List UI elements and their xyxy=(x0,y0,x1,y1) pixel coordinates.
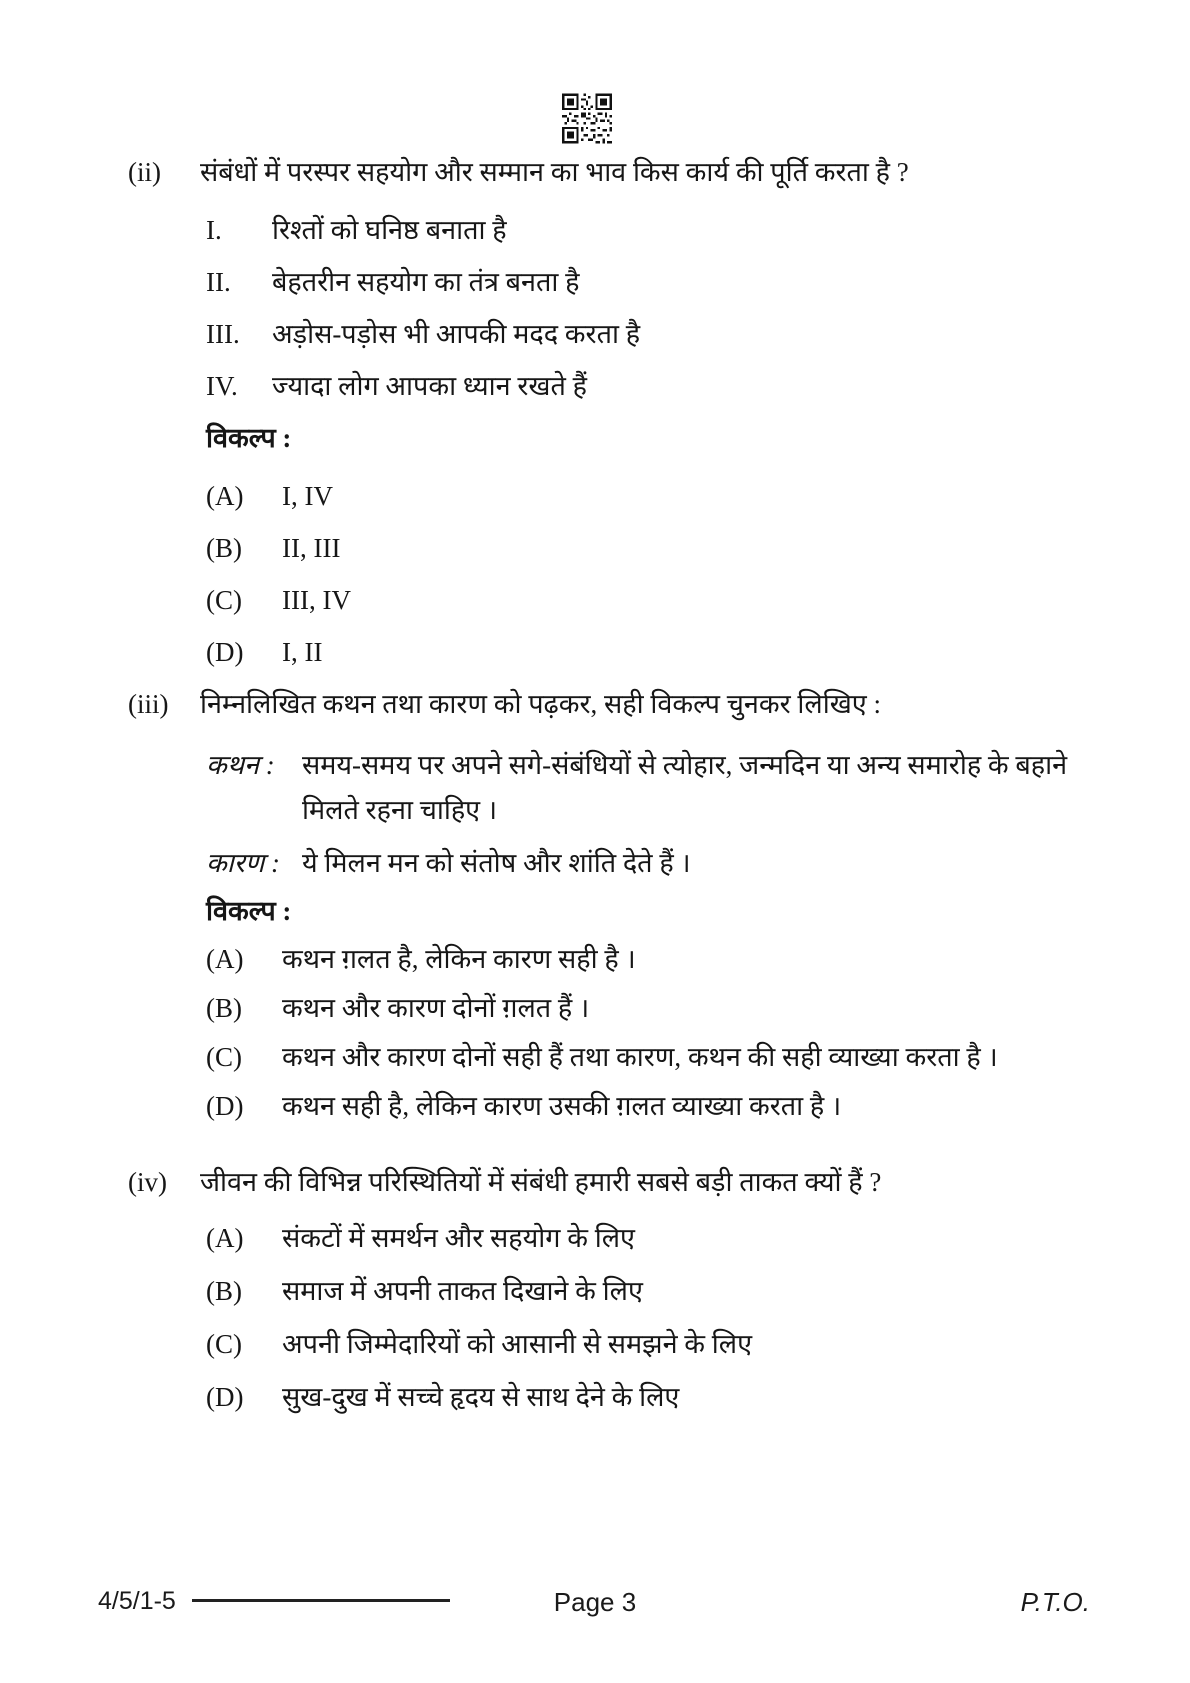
statement-text: ज्यादा लोग आपका ध्यान रखते हैं xyxy=(272,371,587,401)
reason-row xyxy=(0,841,1190,886)
option-row xyxy=(0,1040,1190,1074)
option-text: समाज में अपनी ताकत दिखाने के लिए xyxy=(282,1276,643,1306)
option-letter: (A) xyxy=(206,944,244,974)
statement-text: रिश्तों को घनिष्ठ बनाता है xyxy=(272,215,507,245)
statement-numeral: III. xyxy=(206,319,240,349)
option-text: संकटों में समर्थन और सहयोग के लिए xyxy=(282,1223,635,1253)
option-text: कथन और कारण दोनों ग़लत हैं । xyxy=(282,993,590,1023)
question-ii xyxy=(0,155,1190,669)
statement-text: अड़ोस-पड़ोस भी आपकी मदद करता है xyxy=(272,319,641,349)
option-text: I, II xyxy=(282,637,323,667)
pto-label: P.T.O. xyxy=(1020,1587,1090,1617)
option-letter: (D) xyxy=(206,1091,244,1121)
question-text: जीवन की विभिन्न परिस्थितियों में संबंधी हमारी सबसे बड़ी ताकत क्यों हैं ? xyxy=(200,1167,882,1197)
option-letter: (A) xyxy=(206,1223,244,1253)
reason-label: कारण : xyxy=(206,848,281,878)
reason-text: ये मिलन मन को संतोष और शांति देते हैं । xyxy=(302,848,691,878)
option-letter: (D) xyxy=(206,637,244,667)
option-letter: (B) xyxy=(206,1276,242,1306)
question-iv xyxy=(0,1165,1190,1414)
option-letter: (B) xyxy=(206,533,242,563)
option-text: II, III xyxy=(282,533,341,563)
statement-numeral: I. xyxy=(206,215,222,245)
page-footer xyxy=(0,1585,1190,1625)
question-heading xyxy=(0,1165,1190,1199)
paper-code: 4/5/1-5 xyxy=(98,1587,176,1615)
option-text: सुख-दुख में सच्चे हृदय से साथ देने के लिए xyxy=(282,1382,680,1412)
option-text: अपनी जिम्मेदारियों को आसानी से समझने के लिए xyxy=(282,1329,753,1359)
option-row xyxy=(0,635,1190,669)
option-letter: (C) xyxy=(206,1329,242,1359)
question-heading xyxy=(0,155,1190,189)
options-heading: विकल्प : xyxy=(206,423,292,453)
option-row xyxy=(0,531,1190,565)
option-row xyxy=(0,1274,1190,1308)
statement-row xyxy=(0,265,1190,299)
option-text: कथन सही है, लेकिन कारण उसकी ग़लत व्याख्या करता है । xyxy=(282,1091,842,1121)
statement-numeral: II. xyxy=(206,267,231,297)
option-letter: (B) xyxy=(206,993,242,1023)
question-number: (iii) xyxy=(128,689,169,719)
options-heading: विकल्प : xyxy=(206,896,292,926)
page-number: Page 3 xyxy=(553,1587,637,1617)
assertion-label: कथन : xyxy=(206,750,275,780)
option-row xyxy=(0,479,1190,513)
statement-row xyxy=(0,369,1190,403)
option-text: III, IV xyxy=(282,585,351,615)
question-number: (iv) xyxy=(128,1167,167,1197)
statement-numeral: IV. xyxy=(206,371,238,401)
option-letter: (C) xyxy=(206,585,242,615)
option-row xyxy=(0,1089,1190,1123)
assertion-row xyxy=(0,743,1190,833)
option-row xyxy=(0,583,1190,617)
option-letter: (C) xyxy=(206,1042,242,1072)
option-row xyxy=(0,942,1190,976)
question-text: निम्नलिखित कथन तथा कारण को पढ़कर, सही विकल्प चुनकर लिखिए : xyxy=(200,689,881,719)
statement-row xyxy=(0,213,1190,247)
question-number: (ii) xyxy=(128,157,161,187)
option-letter: (A) xyxy=(206,481,244,511)
assertion-text: समय-समय पर अपने सगे-संबंधियों से त्योहार, जन्मदिन या अन्य समारोह के बहाने मिलते रहना चाहिए । xyxy=(302,750,1068,825)
question-text: संबंधों में परस्पर सहयोग और सम्मान का भाव किस कार्य की पूर्ति करता है ? xyxy=(200,157,909,187)
option-text: कथन और कारण दोनों सही हैं तथा कारण, कथन की सही व्याख्या करता है । xyxy=(282,1042,998,1072)
option-text: I, IV xyxy=(282,481,333,511)
option-row xyxy=(0,1221,1190,1255)
statement-text: बेहतरीन सहयोग का तंत्र बनता है xyxy=(272,267,580,297)
question-heading xyxy=(0,687,1190,721)
option-letter: (D) xyxy=(206,1382,244,1412)
option-row xyxy=(0,1327,1190,1361)
option-row xyxy=(0,991,1190,1025)
statement-row xyxy=(0,317,1190,351)
question-iii xyxy=(0,687,1190,1123)
option-row xyxy=(0,1380,1190,1414)
option-text: कथन ग़लत है, लेकिन कारण सही है । xyxy=(282,944,636,974)
